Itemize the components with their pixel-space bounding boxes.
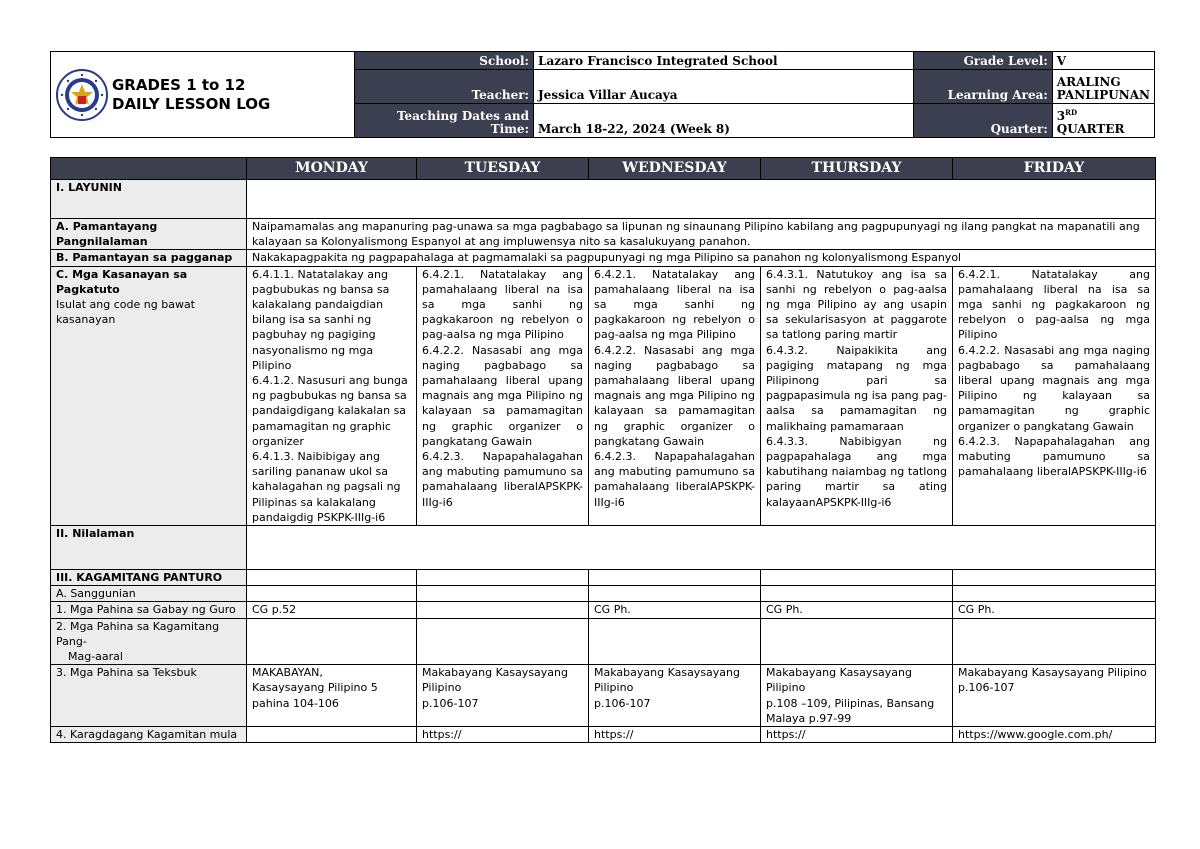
table-row: [51, 570, 1156, 586]
kasanayan-wednesday: 6.4.2.1. Natatalakay ang pamahalaang liberal na isa sa mga sanhi ng pagkakaroon ng rebelyon o pag-aalsa ng mga Pilipino 6.4.2.2. Nasasabi ang mga naging pagbabago sa pamahalaang liberal upang magnais ang mga Pilipino ng kalayaan sa pamamagitan ng graphic organizer o pangkatang Gawain 6.4.2.3. Napapahalagahan ang mabuting pamumuno sa pamahalaang liberalAPSKPK-IIIg-i6: [589, 266, 761, 525]
teksbuk-tuesday: Makabayang Kasaysayang Pilipino p.106-107: [417, 665, 589, 727]
quarter-number: 3: [1056, 109, 1066, 123]
pagganap-text: Nakakapagpakita ng pagpapahalaga at pagmamalaki sa pagpupunyagi ng mga Pilipino sa panahon ng kolonyalismong Espanyol: [247, 250, 1156, 266]
area-label: Learning Area:: [913, 70, 1052, 103]
empty-cell: [761, 618, 953, 665]
table-row: [51, 727, 1156, 743]
empty-cell: [417, 586, 589, 602]
table-row: [51, 665, 1156, 727]
area-value-line-1: ARALING: [1056, 74, 1121, 89]
quarter-value: [1052, 103, 1154, 137]
empty-cell: [247, 570, 417, 586]
table-row: [51, 219, 1156, 250]
grade-value: V: [1052, 52, 1154, 70]
day-header-thursday: THURSDAY: [761, 158, 953, 180]
empty-cell: [417, 570, 589, 586]
row-label-teksbuk: 3. Mga Pahina sa Teksbuk: [51, 665, 247, 727]
row-label-kagamitang: [51, 618, 247, 665]
empty-cell: [953, 618, 1156, 665]
empty-cell: [417, 618, 589, 665]
empty-cell: [761, 586, 953, 602]
row-label-pamantayang: A. Pamantayang Pangnilalaman: [51, 219, 247, 250]
table-row: [51, 180, 1156, 219]
karagdagan-monday: [247, 727, 417, 743]
gabay-wednesday: CG Ph.: [589, 602, 761, 618]
quarter-suffix: RD: [1065, 108, 1078, 117]
lesson-log-table: [50, 157, 1156, 743]
table-row: [51, 602, 1156, 618]
school-label: School:: [355, 52, 534, 70]
teksbuk-thursday: Makabayang Kasaysayang Pilipino p.108 –109, Pilipinas, Bansang Malaya p.97-99: [761, 665, 953, 727]
kagamitang-label-line-1: 2. Mga Pahina sa Kagamitang Pang-: [56, 619, 220, 648]
layunin-content: [247, 180, 1156, 219]
karagdagan-thursday[interactable]: https://: [761, 727, 953, 743]
area-value-line-2: PANLIPUNAN: [1056, 87, 1150, 102]
kasanayan-friday: 6.4.2.1. Natatalakay ang pamahalaang liberal na isa sa mga sanhi ng pagkakaroon ng rebelyon o pag-aalsa ng mga Pilipino 6.4.2.2. Nasasabi ang mga naging pagbabago sa pamahalaang liberal upang magnais ang mga Pilipino ng kalayaan sa pamamagitan ng graphic organizer o pangkatang Gawain 6.4.2.3. Napapahalagahan ang mabuting pamumuno sa pamahalaang liberalAPSKPK-IIIg-i6: [953, 266, 1156, 525]
gabay-tuesday: [417, 602, 589, 618]
teksbuk-wednesday: Makabayang Kasaysayang Pilipino p.106-107: [589, 665, 761, 727]
empty-cell: [247, 618, 417, 665]
row-label-layunin: I. LAYUNIN: [51, 180, 247, 219]
table-row: [51, 250, 1156, 266]
table-row: [51, 526, 1156, 570]
kasanayan-thursday: 6.4.3.1. Natutukoy ang isa sa sanhi ng rebelyon o pag-aalsa ng mga Pilipino ay ang usapin sa sekularisasyon at paggarote sa tatlong paring martir 6.4.3.2. Naipakikita ang pagiging matapang ng mga Pilipinong pari sa pagpapasimula ng isa pang pag-aalsa sa pamamagitan ng malikhaing pamamaraan 6.4.3.3. Nabibigyan ng pagpapahalaga ang mga kabutihang naiambag ng tatlong paring martir sa ating kalayaanAPSKPK-IIIg-i6: [761, 266, 953, 525]
row-label-nilalaman: II. Nilalaman: [51, 526, 247, 570]
day-header-monday: MONDAY: [247, 158, 417, 180]
kasanayan-monday: 6.4.1.1. Natatalakay ang pagbubukas ng bansa sa kalakalang pandaigdian bilang isa sa sanhi ng pagbuhay ng pagiging nasyonalismo ng mga Pilipino 6.4.1.2. Nasusuri ang bunga ng pagbubukas ng bansa sa pandaigdigang kalakalan sa pamamagitan ng graphic organizer 6.4.1.3. Naibibigay ang sariling pananaw ukol sa kahalagahan ng pagsali ng Pilipinas sa kalakalang pandaigdig PSKPK-IIIg-i6: [247, 266, 417, 525]
table-row: [51, 618, 1156, 665]
school-value: Lazaro Francisco Integrated School: [534, 52, 914, 70]
table-row: [51, 586, 1156, 602]
row-label-karagdagan: 4. Karagdagang Kagamitan mula: [51, 727, 247, 743]
corner-header-cell: [51, 158, 247, 180]
header-table: [50, 51, 1155, 138]
kasanayan-label: C. Mga Kasanayan sa Pagkatuto: [56, 267, 188, 296]
teacher-label: Teacher:: [355, 70, 534, 103]
dates-label-line-1: Teaching Dates and: [396, 109, 529, 123]
empty-cell: [589, 570, 761, 586]
logo-title-cell: [51, 52, 355, 138]
karagdagan-friday[interactable]: https://www.google.com.ph/: [953, 727, 1156, 743]
empty-cell: [589, 618, 761, 665]
gabay-thursday: CG Ph.: [761, 602, 953, 618]
nilalaman-content: [247, 526, 1156, 570]
page-title: [112, 76, 270, 114]
day-header-friday: FRIDAY: [953, 158, 1156, 180]
kasanayan-sublabel: Isulat ang code ng bawat kasanayan: [56, 298, 195, 327]
empty-cell: [953, 586, 1156, 602]
row-label-gabay: 1. Mga Pahina sa Gabay ng Guro: [51, 602, 247, 618]
empty-cell: [761, 570, 953, 586]
teacher-value: Jessica Villar Aucaya: [534, 70, 914, 103]
title-line-2: DAILY LESSON LOG: [112, 94, 271, 113]
empty-cell: [953, 570, 1156, 586]
area-value: [1052, 70, 1154, 103]
day-header-wednesday: WEDNESDAY: [589, 158, 761, 180]
row-label-kasanayan: [51, 266, 247, 525]
day-header-tuesday: TUESDAY: [417, 158, 589, 180]
karagdagan-wednesday[interactable]: https://: [589, 727, 761, 743]
grade-label: Grade Level:: [913, 52, 1052, 70]
dates-label: [355, 103, 534, 137]
empty-cell: [247, 586, 417, 602]
kasanayan-tuesday: 6.4.2.1. Natatalakay ang pamahalaang liberal na isa sa mga sanhi ng pagkakaroon ng rebelyon o pag-aalsa ng mga Pilipino 6.4.2.2. Nasasabi ang mga naging pagbabago sa pamahalaang liberal upang magnais ang mga Pilipino ng kalayaan sa pamamagitan ng graphic organizer o pangkatang Gawain 6.4.2.3. Napapahalagahan ang mabuting pamumuno sa pamahalaang liberalAPSKPK-IIIg-i6: [417, 266, 589, 525]
row-label-pagganap: B. Pamantayan sa pagganap: [51, 250, 247, 266]
dates-value: March 18-22, 2024 (Week 8): [534, 103, 914, 137]
deped-seal-icon: [56, 69, 108, 121]
dates-label-line-2: Time:: [490, 122, 529, 136]
pamantayang-text: Naipamamalas ang mapanuring pag-unawa sa mga pagbabago sa lipunan ng sinaunang Pilipino kabilang ang pagpupunyagi ng ilang pangkat na mapanatili ang kalayaan sa Kolonyalismong Espanyol at ang impluwensya nito sa kasalukuyang panahon.: [247, 219, 1156, 250]
gabay-friday: CG Ph.: [953, 602, 1156, 618]
teksbuk-friday: Makabayang Kasaysayang Pilipino p.106-107: [953, 665, 1156, 727]
title-line-1: GRADES 1 to 12: [112, 75, 246, 94]
teksbuk-monday: MAKABAYAN, Kasaysayang Pilipino 5 pahina 104-106: [247, 665, 417, 727]
empty-cell: [589, 586, 761, 602]
quarter-label: Quarter:: [913, 103, 1052, 137]
row-label-kagamitan: III. KAGAMITANG PANTURO: [51, 570, 247, 586]
kagamitang-label-line-2: Mag-aaral: [68, 650, 123, 664]
gabay-monday: CG p.52: [247, 602, 417, 618]
row-label-sanggunian: A. Sanggunian: [51, 586, 247, 602]
quarter-word: QUARTER: [1056, 122, 1125, 136]
karagdagan-tuesday[interactable]: https://: [417, 727, 589, 743]
table-row: [51, 266, 1156, 525]
